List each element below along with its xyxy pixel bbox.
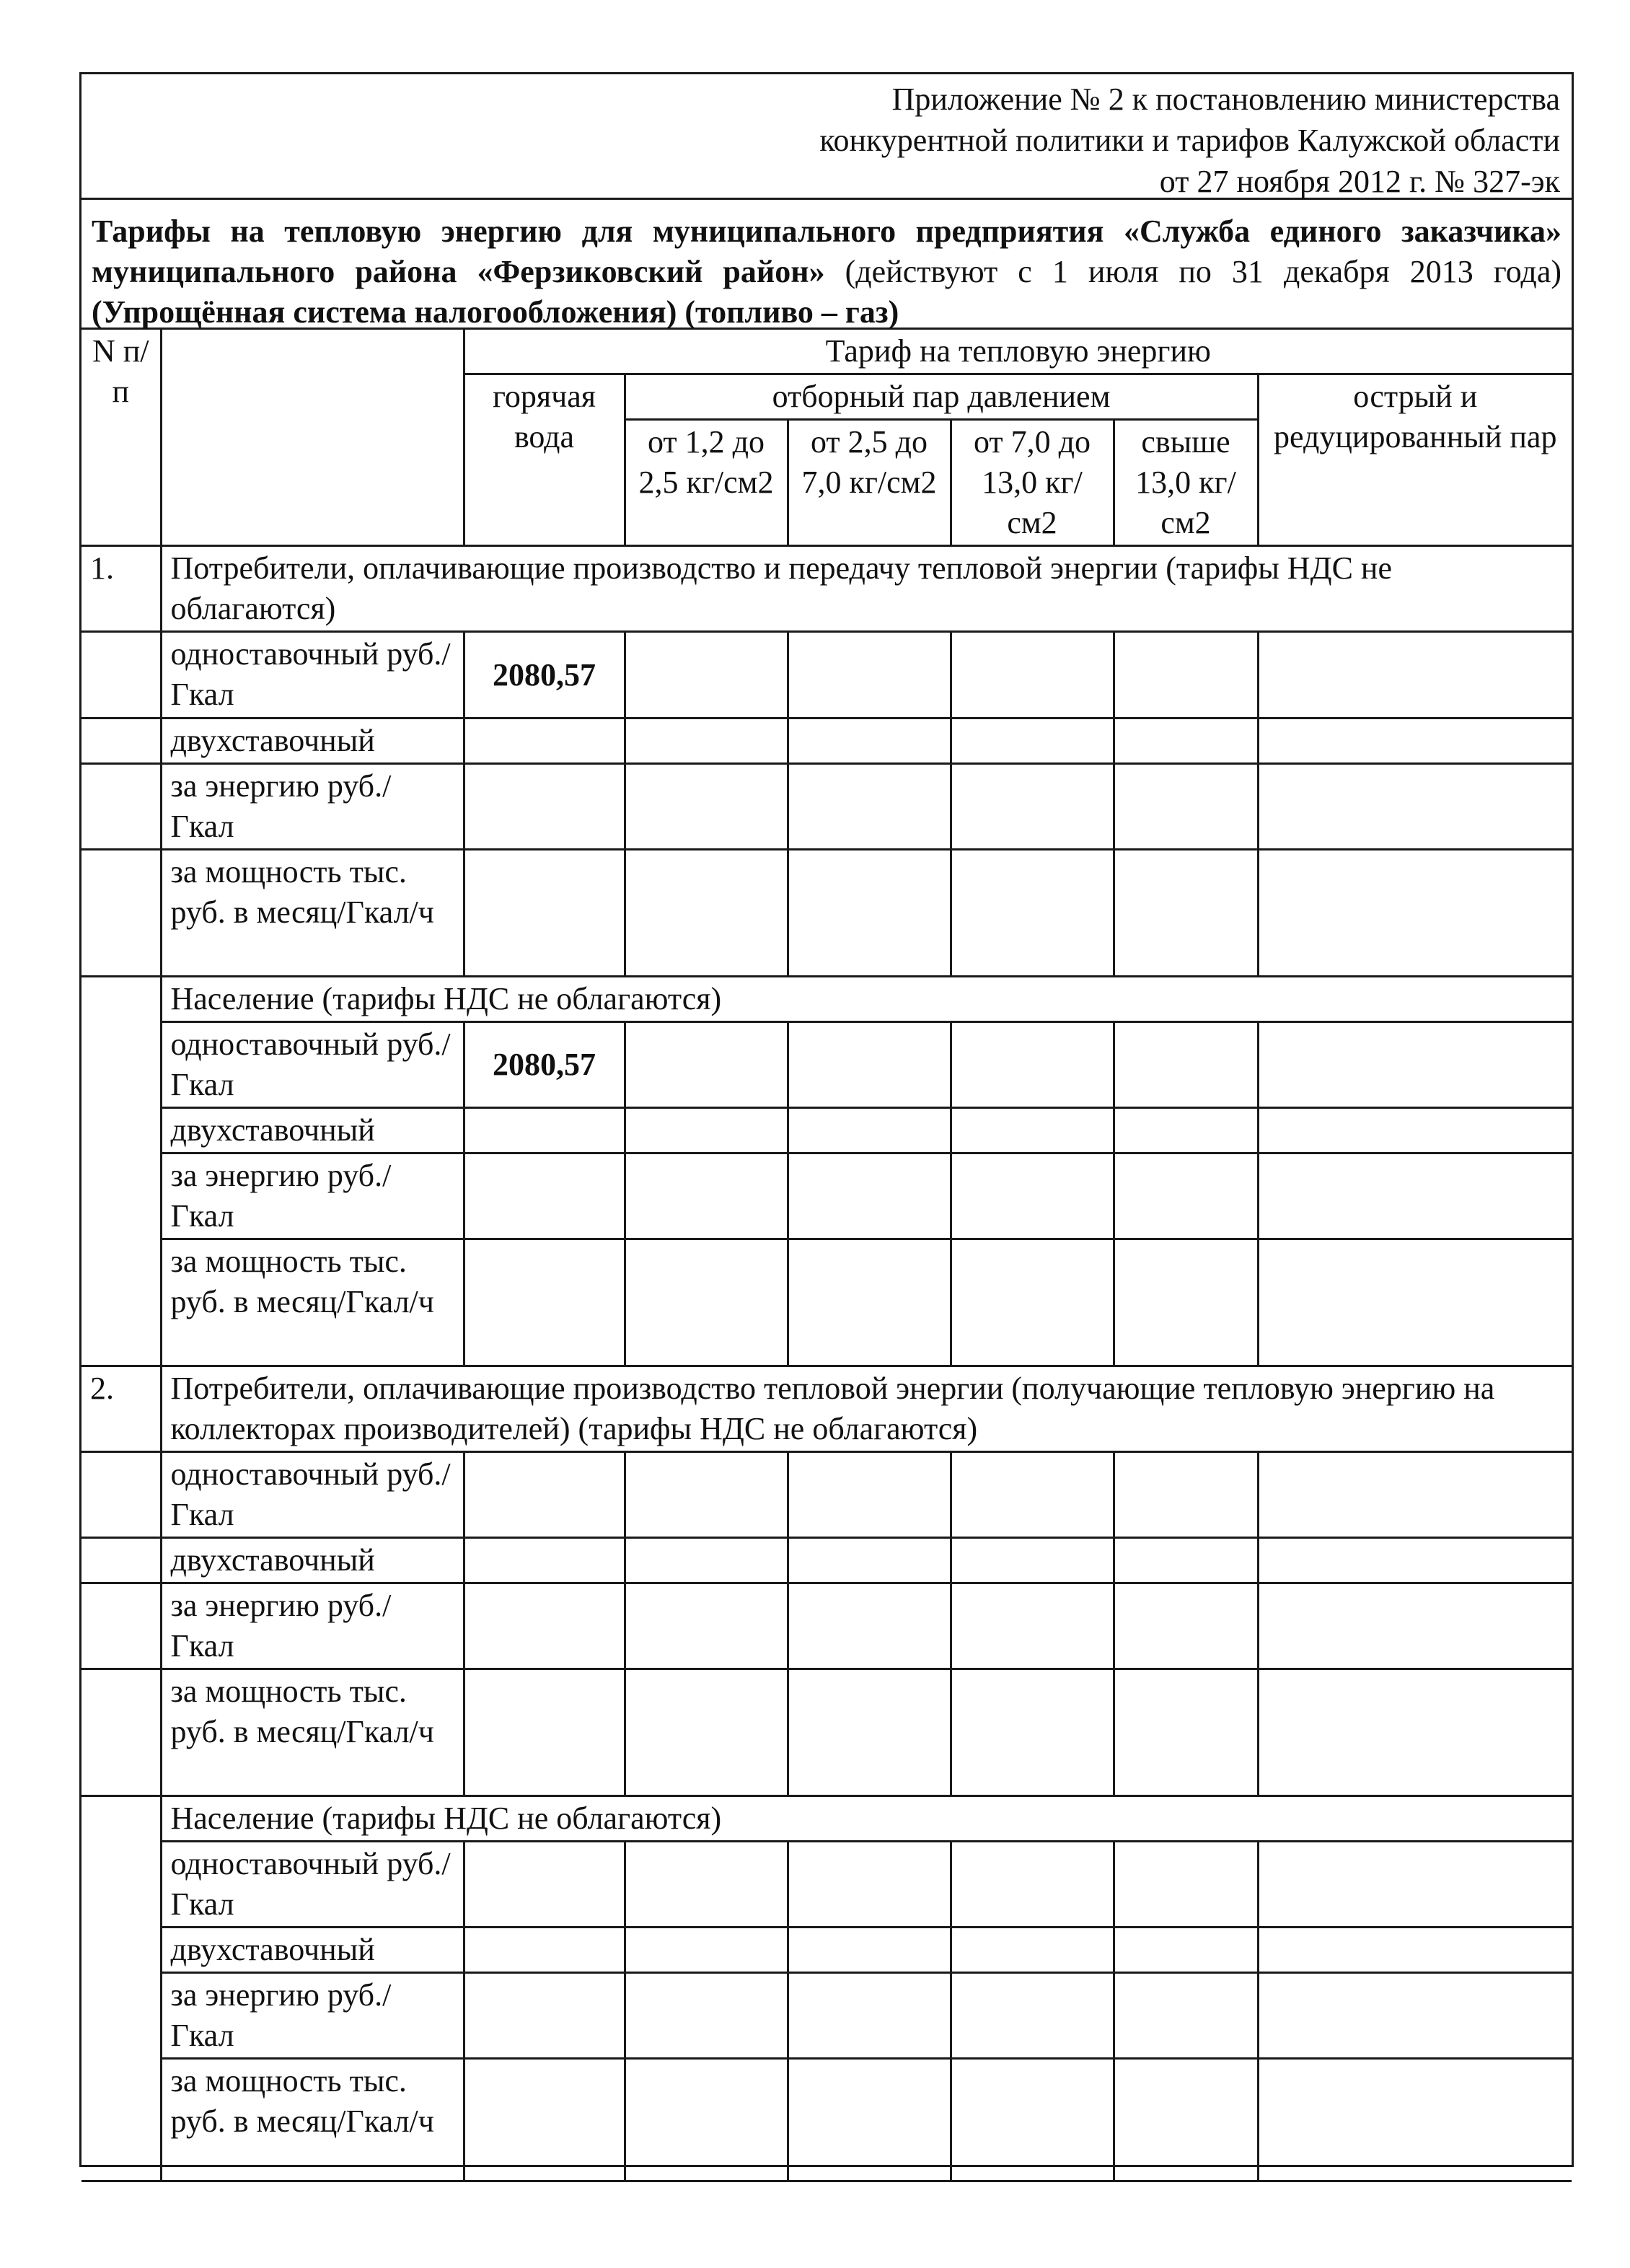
header-sharp-steam: острый и редуцированный пар — [1258, 374, 1572, 546]
header-pressure-3: от 7,0 до 13,0 кг/см2 — [951, 420, 1114, 546]
section-1-title: Потребители, оплачивающие производство и передачу тепловой энергии (тарифы НДС не облагаются) — [161, 546, 1572, 632]
section-1-population-hot-water-value: 2080,57 — [464, 1022, 625, 1108]
table-row — [82, 850, 1572, 977]
row-label-energy: за энергию руб./Гкал — [161, 764, 464, 850]
header-hot-water: горячая вода — [464, 374, 625, 546]
appendix-line-3: от 27 ноября 2012 г. № 327-эк — [1159, 164, 1560, 199]
row-label-two-rate: двухставочный — [161, 1538, 464, 1583]
section-2-population-title: Население (тарифы НДС не облагаются) — [161, 1796, 1572, 1842]
appendix-line-2: конкурентной политики и тарифов Калужской области — [819, 123, 1560, 158]
document-page — [79, 72, 1574, 2167]
title-period: (действуют с 1 июля по 31 декабря 2013 года) — [824, 254, 1561, 289]
section-2-num: 2. — [82, 1366, 161, 1452]
section-1-num: 1. — [82, 546, 161, 632]
row-label-power: за мощность тыс. руб. в месяц/Гкал/ч — [161, 1239, 464, 1366]
header-pressure-1: от 1,2 до 2,5 кг/см2 — [625, 420, 788, 546]
row-label-one-rate: одноставочный руб./Гкал — [161, 1022, 464, 1108]
section-1-population-title: Население (тарифы НДС не облагаются) — [161, 977, 1572, 1022]
table-row — [82, 1973, 1572, 2059]
table-row — [82, 718, 1572, 764]
table-row — [82, 1022, 1572, 1108]
section-2-title-row — [82, 1366, 1572, 1452]
row-label-energy: за энергию руб./Гкал — [161, 1583, 464, 1669]
header-pressure-4: свыше 13,0 кг/см2 — [1114, 420, 1258, 546]
section-2-population-hot-water-value — [464, 1842, 625, 1928]
row-label-two-rate: двухставочный — [161, 718, 464, 764]
table-row — [82, 1669, 1572, 1796]
row-label-two-rate: двухставочный — [161, 1108, 464, 1153]
table-row — [82, 1452, 1572, 1538]
row-label-energy: за энергию руб./Гкал — [161, 1153, 464, 1239]
table-row — [82, 764, 1572, 850]
header-tariff: Тариф на тепловую энергию — [464, 330, 1572, 374]
row-label-power: за мощность тыс. руб. в месяц/Гкал/ч — [161, 2059, 464, 2181]
table-row — [82, 632, 1572, 718]
section-1-consumers-hot-water-value: 2080,57 — [464, 632, 625, 718]
section-1-title-row — [82, 546, 1572, 632]
row-label-power: за мощность тыс. руб. в месяц/Гкал/ч — [161, 850, 464, 977]
appendix-line-1: Приложение № 2 к постановлению министерства — [891, 82, 1560, 117]
appendix-header — [82, 74, 1572, 200]
header-num: N п/п — [82, 330, 161, 546]
title-main: Тарифы на тепловую энергию для муниципального предприятия «Служба единого заказчика» муниципального района «Ферзиковский район» — [92, 214, 1561, 289]
table-row — [82, 1239, 1572, 1366]
section-2-consumers-hot-water-value — [464, 1452, 625, 1538]
header-pressure-2: от 2,5 до 7,0 кг/см2 — [788, 420, 951, 546]
table-row — [82, 1538, 1572, 1583]
tariff-table — [82, 330, 1572, 2182]
document-title — [82, 200, 1572, 330]
section-1-population-row — [82, 977, 1572, 1022]
row-label-one-rate: одноставочный руб./Гкал — [161, 632, 464, 718]
row-label-one-rate: одноставочный руб./Гкал — [161, 1452, 464, 1538]
header-row-1 — [82, 330, 1572, 374]
row-label-energy: за энергию руб./Гкал — [161, 1973, 464, 2059]
table-row — [82, 1108, 1572, 1153]
table-row — [82, 2059, 1572, 2181]
row-label-two-rate: двухставочный — [161, 1928, 464, 1973]
row-label-one-rate: одноставочный руб./Гкал — [161, 1842, 464, 1928]
table-row — [82, 1583, 1572, 1669]
section-2-population-row — [82, 1796, 1572, 1842]
header-steam: отборный пар давлением — [625, 374, 1258, 420]
title-tax-fuel: (Упрощённая система налогообложения) (топливо – газ) — [92, 294, 899, 330]
row-label-power: за мощность тыс. руб. в месяц/Гкал/ч — [161, 1669, 464, 1796]
table-row — [82, 1928, 1572, 1973]
table-row — [82, 1153, 1572, 1239]
section-2-title: Потребители, оплачивающие производство тепловой энергии (получающие тепловую энергию на коллекторах производителей) (тарифы НДС не облагаются) — [161, 1366, 1572, 1452]
header-blank — [161, 330, 464, 546]
table-row — [82, 1842, 1572, 1928]
